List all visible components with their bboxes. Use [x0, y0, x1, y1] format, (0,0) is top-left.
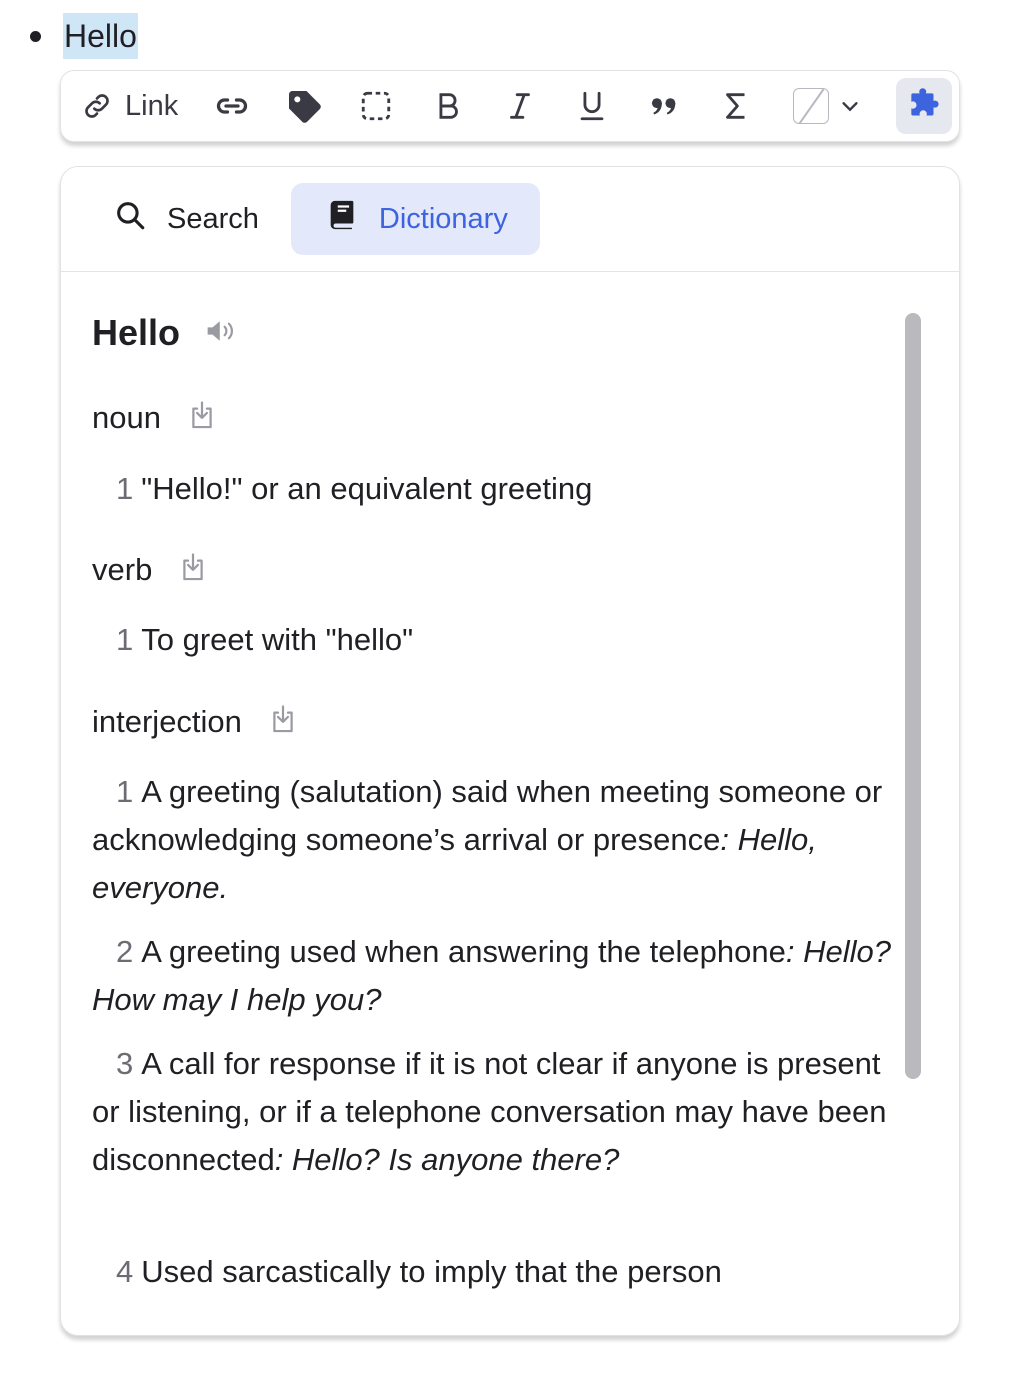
bold-button[interactable] [412, 70, 484, 142]
definition-text: "Hello!" or an equivalent greeting [141, 471, 593, 506]
underline-icon [575, 89, 609, 123]
italic-icon [503, 89, 537, 123]
insert-definition-button[interactable] [187, 400, 217, 437]
select-box-button[interactable] [340, 70, 412, 142]
lookup-panel [60, 166, 960, 1336]
search-icon [113, 198, 167, 240]
definition [92, 1248, 892, 1296]
insert-definition-button[interactable] [268, 704, 298, 741]
definition-example: : Hello, everyone. [92, 822, 817, 905]
extensions-button[interactable] [896, 78, 952, 134]
definition [92, 465, 892, 513]
tab-dictionary[interactable] [291, 183, 540, 255]
italic-button[interactable] [484, 70, 556, 142]
headword: Hello [92, 312, 181, 353]
color-swatch [793, 88, 829, 124]
panel-tabs [61, 167, 959, 272]
chevron-down-icon [839, 95, 861, 117]
tab-search-label: Search [167, 202, 259, 235]
insert-definition-button[interactable] [178, 552, 208, 589]
definition [92, 1040, 892, 1184]
pronounce-button[interactable] [204, 316, 238, 351]
definition-number: 3 [116, 1046, 134, 1081]
definition-text: To greet with "hello" [141, 622, 414, 657]
definition-text: A greeting (salutation) said when meeting someone or acknowledging someone’s arrival or presence [92, 774, 883, 857]
definition-number: 1 [116, 774, 134, 809]
bold-icon [431, 89, 465, 123]
underline-button[interactable] [556, 70, 628, 142]
download-icon [268, 704, 298, 741]
definition-number: 1 [116, 471, 134, 506]
definition-text: A greeting used when answering the telephone [141, 934, 786, 969]
tab-dictionary-label: Dictionary [378, 202, 508, 235]
tab-search[interactable] [91, 183, 281, 255]
speaker-icon [204, 316, 238, 351]
part-of-speech: verb [92, 552, 153, 587]
format-toolbar [60, 70, 960, 142]
link-label: Link [125, 89, 179, 122]
definition-example: : Hello? How may I help you? [92, 934, 891, 1017]
dashed-box-icon [359, 89, 393, 123]
chain-link-icon [214, 88, 250, 124]
sigma-icon [719, 89, 753, 123]
bullet-dot [30, 31, 41, 42]
formula-button[interactable] [700, 70, 772, 142]
bullet-item[interactable] [26, 12, 138, 60]
definition-number: 4 [116, 1254, 134, 1289]
tag-button[interactable] [268, 70, 340, 142]
part-of-speech: interjection [92, 704, 242, 739]
download-icon [187, 400, 217, 437]
definition-number: 2 [116, 934, 134, 969]
quote-icon [647, 89, 681, 123]
selected-text[interactable]: Hello [63, 13, 138, 59]
link-button[interactable] [61, 70, 196, 142]
part-of-speech: noun [92, 400, 161, 435]
chain-link-button[interactable] [196, 70, 268, 142]
definition [92, 768, 892, 912]
definition [92, 928, 892, 1024]
scrollbar-thumb[interactable] [905, 313, 921, 1079]
definition-example: : Hello? Is anyone there? [274, 1142, 620, 1177]
tag-icon [284, 86, 324, 126]
color-picker-button[interactable] [772, 70, 882, 142]
definition-text: A call for response if it is not clear if anyone is present or listening, or if a telephone conversation may have been disconnected [92, 1046, 887, 1177]
definition-text: Used sarcastically to imply that the person [141, 1254, 722, 1289]
puzzle-icon [905, 87, 943, 125]
definition-number: 1 [116, 622, 134, 657]
download-icon [178, 552, 208, 589]
book-icon [325, 198, 379, 240]
quote-button[interactable] [628, 70, 700, 142]
definition [92, 616, 892, 664]
link-icon [81, 90, 125, 122]
